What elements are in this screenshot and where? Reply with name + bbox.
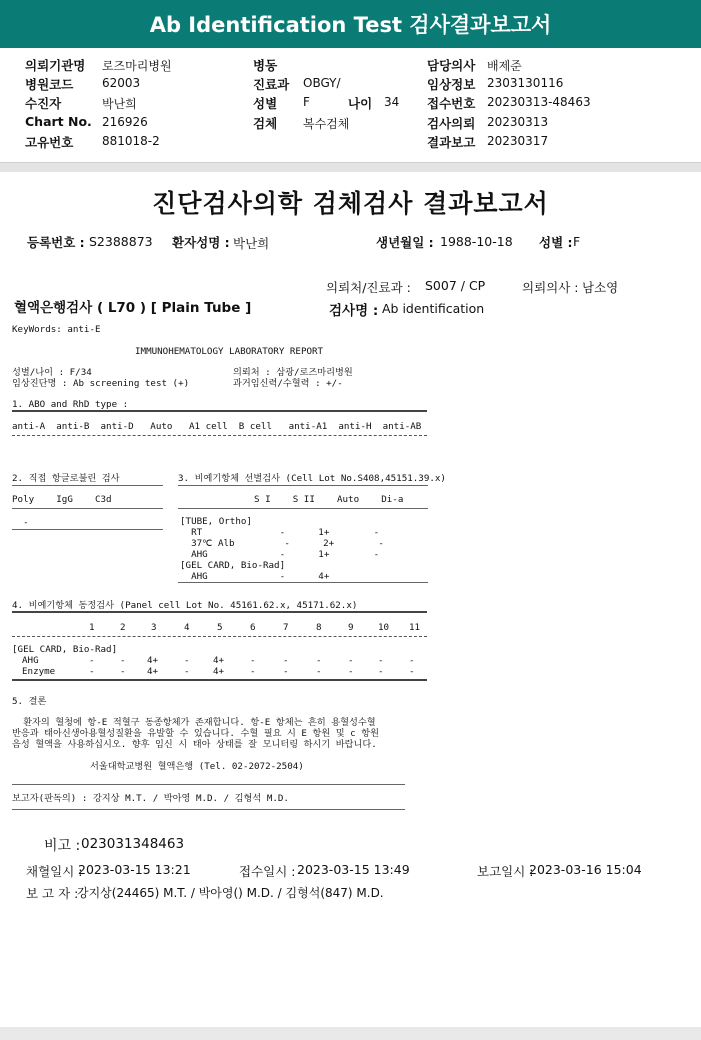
section-5-title: 5. 결론 [12, 696, 47, 707]
panel-cell: - [250, 655, 256, 666]
panel-cell: - [316, 655, 322, 666]
reported-label: 보고일시 : [477, 864, 534, 879]
test-name-value: Ab identification [382, 301, 485, 316]
info-label: 접수번호 [427, 96, 476, 111]
conclusion-line: 반응과 태아신생아용혈성질환을 유발할 수 있습니다. 수혈 필요 시 E 항원 및 c 항원 [12, 728, 379, 739]
panel-column-header: 4 [184, 622, 190, 633]
section-3-line: AHG - 4+ [180, 571, 330, 582]
sex-label: 성별 : [539, 235, 573, 250]
divider [12, 809, 405, 810]
info-label: 검체 [253, 116, 278, 131]
info-label: 성별 [253, 96, 278, 111]
received-label: 접수일시 : [239, 864, 296, 879]
dept-value: S007 / CP [425, 278, 486, 293]
conclusion-line: 음성 혈액을 사용하십시오. 향후 임신 시 태아 상태를 잘 모니터링 하시기 바랍니다. [12, 739, 377, 750]
section-4-method: [GEL CARD, Bio-Rad] [12, 644, 118, 655]
panel-column-header: 8 [316, 622, 322, 633]
info-label: 병원코드 [25, 77, 74, 92]
diagnosis: 임상진단명 : Ab screening test (+) [12, 378, 190, 389]
panel-cell: - [283, 655, 289, 666]
reporters-line: 보고자(판독의) : 강지상 M.T. / 박아영 M.D. / 김형석 M.D. [12, 793, 289, 804]
section-3-line: RT - 1+ - [180, 527, 380, 538]
panel-cell: - [89, 666, 95, 677]
doctor-label: 의뢰의사 : [522, 280, 579, 295]
test-group: 혈액은행검사 ( L70 ) [ Plain Tube ] [14, 300, 252, 316]
panel-cell: - [378, 655, 384, 666]
panel-cell: - [316, 666, 322, 677]
info-value: 박난희 [102, 97, 137, 111]
section-2-value: - [12, 517, 29, 528]
divider [12, 435, 427, 436]
section-3-title: 3. 비예기항체 선별검사 (Cell Lot No.S408,45151.39.x) [178, 473, 446, 484]
info-value: 복수검체 [303, 117, 350, 131]
panel-column-header: 2 [120, 622, 126, 633]
panel-cell: - [409, 666, 415, 677]
panel-row-name: Enzyme [22, 666, 56, 677]
divider [12, 529, 163, 530]
divider [178, 582, 428, 583]
section-3-line: [GEL CARD, Bio-Rad] [180, 560, 286, 571]
divider [12, 784, 405, 785]
panel-cell: - [348, 666, 354, 677]
section-4-title: 4. 비예기항체 동정검사 (Panel cell Lot No. 45161.62.x, 45171.62.x) [12, 600, 358, 611]
info-value: 216926 [102, 115, 148, 129]
reg-label: 등록번호 : [27, 235, 85, 250]
info-label: 수진자 [25, 96, 62, 111]
panel-cell: - [283, 666, 289, 677]
collected-value: 2023-03-15 13:21 [78, 862, 191, 877]
panel-cell: - [250, 666, 256, 677]
info-value: 20230313 [487, 115, 549, 129]
panel-cell: - [89, 655, 95, 666]
info-value: OBGY/ [303, 76, 341, 90]
panel-cell: - [184, 666, 190, 677]
section-3-line: [TUBE, Ortho] [180, 516, 252, 527]
panel-cell: - [184, 655, 190, 666]
panel-column-header: 10 [378, 622, 390, 633]
panel-column-header: 5 [217, 622, 223, 633]
info-label: 임상정보 [427, 77, 476, 92]
collected-label: 채혈일시 : [26, 864, 83, 879]
info-value: 20230317 [487, 134, 549, 148]
divider [12, 410, 427, 412]
panel-cell: - [120, 655, 126, 666]
panel-column-header: 3 [151, 622, 157, 633]
info-value: 62003 [102, 76, 141, 90]
history: 과거임신력/수혈력 : +/- [233, 378, 343, 389]
panel-column-header: 6 [250, 622, 256, 633]
divider [12, 679, 427, 681]
note-label: 비고 : [44, 838, 81, 854]
report-page [0, 172, 701, 1027]
age-value: 34 [384, 95, 400, 109]
section-1-title: 1. ABO and RhD type : [12, 399, 129, 410]
info-value: 로즈마리병원 [102, 59, 172, 73]
panel-cell: - [409, 655, 415, 666]
info-label: 의뢰기관명 [25, 58, 86, 73]
sex-value: F [573, 234, 581, 249]
section-1-header: anti-A anti-B anti-D Auto A1 cell B cell anti-A1 anti-H anti-AB [12, 421, 422, 432]
panel-cell: 4+ [147, 666, 159, 677]
report-title: 진단검사의학 검체검사 결과보고서 [152, 189, 549, 218]
panel-column-header: 9 [348, 622, 354, 633]
hospital-line: 서울대학교병원 혈액은행 (Tel. 02-2072-2504) [90, 761, 304, 772]
info-value: 배제준 [487, 59, 522, 73]
panel-column-header: 11 [409, 622, 421, 633]
info-label: 결과보고 [427, 135, 476, 150]
info-label: 검사의뢰 [427, 116, 476, 131]
test-name-label: 검사명 : [329, 303, 379, 319]
info-label: Chart No. [25, 114, 92, 129]
dob-value: 1988-10-18 [440, 234, 513, 249]
info-value: 881018-2 [102, 134, 160, 148]
panel-cell: 4+ [213, 655, 225, 666]
panel-row-name: AHG [22, 655, 39, 666]
divider [12, 636, 427, 637]
section-3-line: AHG - 1+ - [180, 549, 380, 560]
divider [12, 485, 163, 486]
info-label: 고유번호 [25, 135, 74, 150]
info-label: 진료과 [253, 77, 290, 92]
doctor-value: 남소영 [582, 280, 619, 295]
requester: 의뢰처 : 삼광/로즈마리병원 [233, 367, 353, 378]
info-panel [0, 48, 701, 162]
section-2-header: Poly IgG C3d [12, 494, 112, 505]
panel-cell: 4+ [147, 655, 159, 666]
section-3-line: 37℃ Alb - 2+ - [180, 538, 384, 549]
info-label: 담당의사 [427, 58, 476, 73]
conclusion-line: 환자의 혈청에 항-E 적혈구 동종항체가 존재합니다. 항-E 항체는 흔히 용혈성수혈 [12, 717, 376, 728]
panel-cell: 4+ [213, 666, 225, 677]
info-value: 2303130116 [487, 76, 564, 90]
divider [12, 508, 163, 509]
dept-label: 의뢰처/진료과 : [326, 280, 411, 295]
divider [12, 611, 427, 613]
info-value: F [303, 95, 310, 109]
panel-cell: - [348, 655, 354, 666]
panel-cell: - [120, 666, 126, 677]
section-3-header: S I S II Auto Di-a [254, 494, 404, 505]
age-label: 나이 [348, 96, 373, 111]
section-2-title: 2. 직접 항글로불린 검사 [12, 473, 120, 484]
panel-cell: - [378, 666, 384, 677]
info-label: 병동 [253, 58, 278, 73]
panel-column-header: 7 [283, 622, 289, 633]
report-header-title: Ab Identification Test 검사결과보고서 [0, 0, 701, 48]
reporter-value: 강지상(24465) M.T. / 박아영() M.D. / 김형석(847) M.D. [77, 886, 384, 900]
reported-value: 2023-03-16 15:04 [529, 862, 642, 877]
keywords: KeyWords: anti-E [12, 324, 101, 335]
divider [178, 485, 428, 486]
name-value: 박난희 [233, 236, 270, 251]
name-label: 환자성명 : [172, 235, 230, 250]
dob-label: 생년월일 : [376, 235, 434, 250]
reg-value: S2388873 [89, 234, 153, 249]
received-value: 2023-03-15 13:49 [297, 862, 410, 877]
panel-column-header: 1 [89, 622, 95, 633]
info-value: 20230313-48463 [487, 95, 591, 109]
sex-age: 성별/나이 : F/34 [12, 367, 92, 378]
lab-title: IMMUNOHEMATOLOGY LABORATORY REPORT [135, 346, 324, 357]
reporter-label: 보 고 자 : [26, 886, 79, 901]
divider [178, 508, 428, 509]
note-value: 023031348463 [81, 836, 185, 852]
